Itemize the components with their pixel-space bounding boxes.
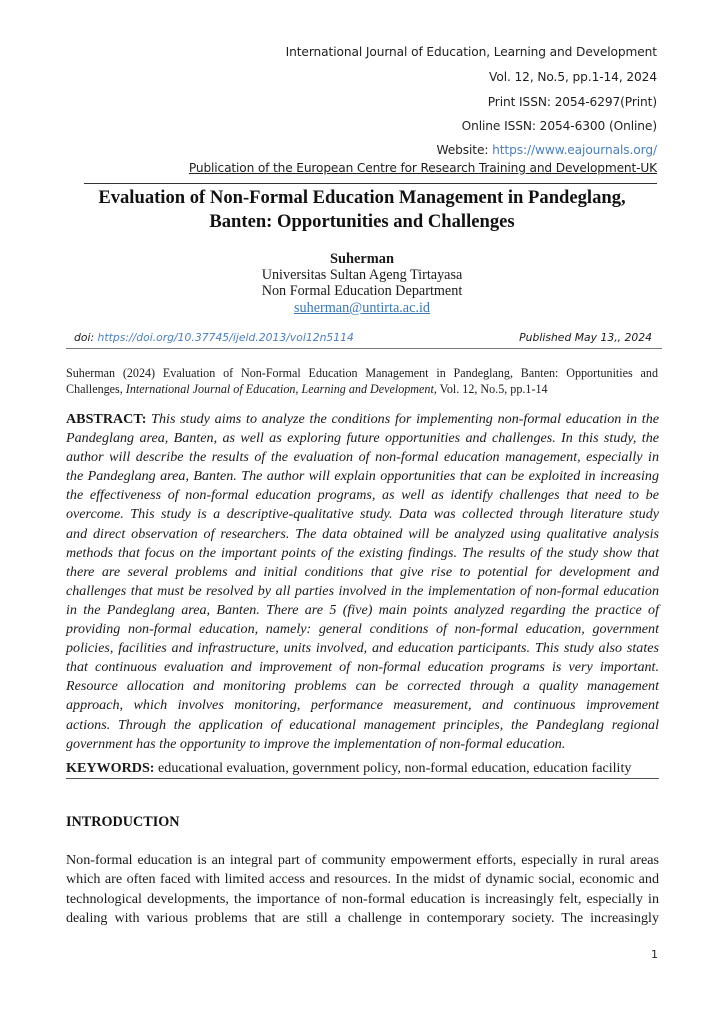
citation-line-1: Suherman (2024) Evaluation of Non-Formal Education Management in Pandeglang, Banten: Opportunities and	[66, 366, 658, 380]
doi	[74, 331, 354, 344]
abstract-line: providing non-formal education, namely: general conditions of non-formal education, government	[66, 621, 659, 638]
page-number: 1	[651, 948, 658, 961]
website-link[interactable]: https://www.eajournals.org/	[492, 143, 657, 157]
title-line-2: Banten: Opportunities and Challenges	[209, 211, 515, 232]
introduction-heading: INTRODUCTION	[66, 814, 180, 830]
website-label: Website:	[436, 143, 493, 157]
citation	[66, 365, 658, 397]
affiliation-university: Universitas Sultan Ageng Tirtayasa	[261, 267, 463, 283]
keywords-text: educational evaluation, government policy, non-formal education, education facility	[154, 760, 632, 776]
journal-name: International Journal of Education, Learning and Development	[285, 45, 657, 59]
abstract-line: challenges that must be resolved by all parties involved in the implementation of non-formal education	[66, 582, 659, 599]
doi-label: doi:	[74, 331, 98, 344]
abstract-text: This study aims to analyze the conditions for implementing non-formal education in the	[146, 411, 659, 427]
abstract-line: policies, facilities and infrastructure, units involved, and education participants. This study also states	[66, 640, 659, 657]
abstract-line: the Pandeglang area, Banten. The author will explain opportunities that can be exploited in increasing	[66, 468, 659, 485]
abstract-line: there are several problems and initial conditions that give rise to potential for development and	[66, 563, 659, 580]
abstract-line: Resource allocation and monitoring problems can be corrected through a quality management	[66, 678, 659, 695]
email-link[interactable]: suherman@untirta.ac.id	[294, 300, 430, 316]
author-email	[60, 300, 664, 317]
introduction-body	[66, 851, 659, 928]
citation-journal: International Journal of Education, Learning and Development	[125, 382, 434, 396]
abstract-line: the effectiveness of non-formal education programs, as well as identify challenges that need to be	[66, 487, 659, 504]
keywords	[66, 759, 659, 779]
abstract	[66, 410, 659, 754]
abstract-line: overcome. This study is a descriptive-qualitative study. Data was collected through literature study	[66, 506, 659, 523]
intro-line: Non-formal education is an integral part of community empowerment efforts, especially in rural areas	[66, 852, 659, 868]
publisher-line: Publication of the European Centre for Research Training and Development-UK	[188, 161, 657, 175]
abstract-line: that continuous evaluation and improvement of non-formal education programs is very important.	[66, 659, 659, 676]
doi-link[interactable]: https://doi.org/10.37745/ijeld.2013/vol12n5114	[97, 331, 354, 344]
published-date: Published May 13,, 2024	[519, 331, 652, 344]
abstract-line: in the Pandeglang area, Banten. There are 5 (five) main points analyzed regarding the practice of	[66, 601, 659, 618]
affiliation-department: Non Formal Education Department	[261, 283, 463, 299]
title-line-1: Evaluation of Non-Formal Education Management in Pandeglang,	[98, 187, 626, 208]
intro-line: which are often faced with limited access and resources. In the midst of dynamic social, economic and	[66, 871, 659, 888]
abstract-line: approach, which involves monitoring, performance measurement, and continuous improvement	[66, 697, 659, 714]
journal-website	[436, 143, 657, 157]
intro-line: dealing with various problems that are still a challenge in contemporary society. The increasingly	[66, 909, 659, 926]
abstract-line: author will describe the results of the evaluation of non-formal education management, especially in	[66, 449, 659, 466]
abstract-line: Pandeglang area, Banten, as well as exploring future opportunities and challenges. In this study, the	[66, 430, 659, 447]
journal-volume: Vol. 12, No.5, pp.1-14, 2024	[489, 70, 657, 84]
paper-title	[60, 186, 664, 234]
keywords-label: KEYWORDS:	[66, 760, 155, 776]
online-issn: Online ISSN: 2054-6300 (Online)	[461, 119, 657, 133]
abstract-line: methods that focus on the important points of the existing findings. The results of the study show that	[66, 544, 659, 561]
citation-line-2	[66, 381, 658, 397]
citation-suffix: , Vol. 12, No.5, pp.1-14	[433, 382, 548, 396]
abstract-line: actions. Through the application of educational management principles, the Pandeglang regional	[66, 716, 659, 733]
author-name: Suherman	[330, 251, 394, 267]
abstract-line: government has the opportunity to improve the implementation of non-formal education.	[66, 735, 566, 752]
abstract-label: ABSTRACT:	[66, 411, 147, 427]
doi-row	[66, 330, 662, 349]
abstract-line	[66, 410, 659, 429]
citation-prefix: Challenges,	[66, 382, 126, 396]
print-issn: Print ISSN: 2054-6297(Print)	[487, 95, 657, 109]
intro-line: technological developments, the importance of non-formal education is increasingly felt, especially in	[66, 890, 659, 907]
abstract-line: and direct observation of researchers. The data obtained will be analyzed using qualitative analysis	[66, 525, 659, 542]
